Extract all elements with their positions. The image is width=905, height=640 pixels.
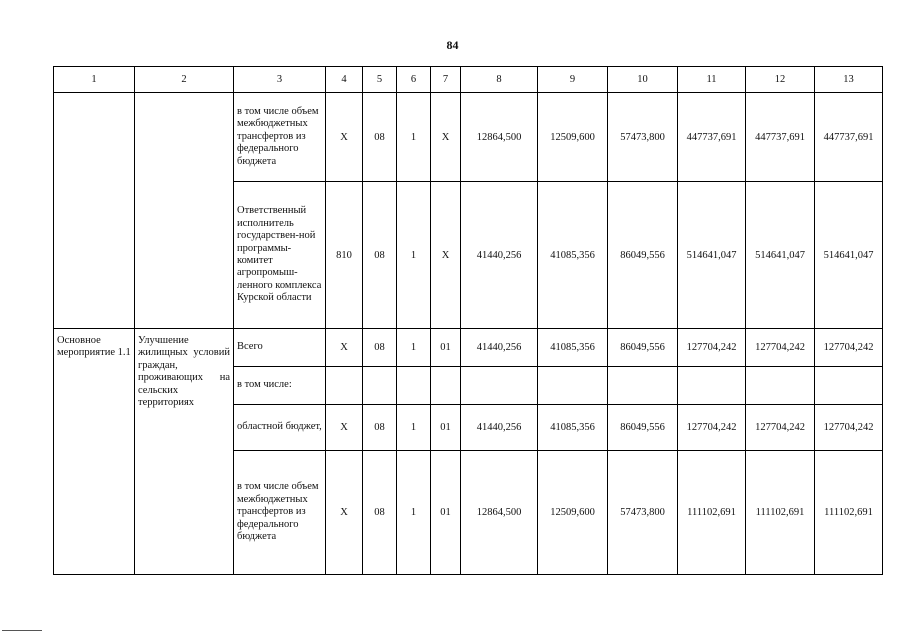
table-cell: 86049,556: [608, 182, 678, 329]
row-description: областной бюджет,: [234, 405, 326, 451]
empty-cell: [54, 93, 135, 329]
empty-cell: [135, 93, 234, 329]
row-description: Ответственный исполнитель государствен-ной программы-комитет агропромыш-ленного комплекса Курской области: [234, 182, 326, 329]
table-cell: 1: [397, 405, 431, 451]
header-cell: 10: [608, 67, 678, 93]
header-cell: 6: [397, 67, 431, 93]
table-cell: X: [326, 329, 363, 367]
table-cell: X: [431, 182, 461, 329]
table-cell: 111102,691: [746, 451, 815, 575]
table-cell: 447737,691: [678, 93, 746, 182]
table-cell: 1: [397, 329, 431, 367]
table-cell: 41440,256: [461, 182, 538, 329]
table-cell: 127704,242: [815, 405, 883, 451]
table-cell: 447737,691: [746, 93, 815, 182]
table-cell: X: [431, 93, 461, 182]
event-code: Основное мероприятие 1.1: [54, 329, 135, 575]
header-cell: 7: [431, 67, 461, 93]
table-cell: 447737,691: [815, 93, 883, 182]
table-row: [54, 329, 883, 367]
table-cell: 111102,691: [815, 451, 883, 575]
table-cell: 41440,256: [461, 405, 538, 451]
event-name: [135, 329, 234, 575]
table-cell: X: [326, 451, 363, 575]
table-cell: [326, 367, 363, 405]
table-cell: X: [326, 405, 363, 451]
table-cell: [538, 367, 608, 405]
footer-rule: [2, 630, 42, 631]
table-cell: [746, 367, 815, 405]
header-row: [54, 67, 883, 93]
header-cell: 12: [746, 67, 815, 93]
table-cell: 514641,047: [746, 182, 815, 329]
table-cell: 41085,356: [538, 329, 608, 367]
table-cell: 12509,600: [538, 93, 608, 182]
table-cell: 1: [397, 182, 431, 329]
table-cell: 1: [397, 93, 431, 182]
header-cell: 9: [538, 67, 608, 93]
row-description: в том числе объем межбюджетных трансфертов из федерального бюджета: [234, 451, 326, 575]
table-cell: 01: [431, 451, 461, 575]
header-cell: 11: [678, 67, 746, 93]
row-description: Всего: [234, 329, 326, 367]
row-description: в том числе:: [234, 367, 326, 405]
event-name-text: Улучшение жилищных условий граждан, проживающих на сельских территориях: [138, 335, 230, 409]
table-cell: 514641,047: [678, 182, 746, 329]
table-cell: 127704,242: [678, 329, 746, 367]
header-cell: 3: [234, 67, 326, 93]
header-cell: 13: [815, 67, 883, 93]
table-cell: 1: [397, 451, 431, 575]
table-cell: 57473,800: [608, 451, 678, 575]
table-cell: X: [326, 93, 363, 182]
table-cell: 41440,256: [461, 329, 538, 367]
budget-table: [53, 66, 883, 575]
header-cell: 4: [326, 67, 363, 93]
header-cell: 1: [54, 67, 135, 93]
table-cell: 01: [431, 405, 461, 451]
table-cell: 08: [363, 405, 397, 451]
table-cell: 08: [363, 329, 397, 367]
table-cell: 127704,242: [746, 329, 815, 367]
table-cell: 08: [363, 451, 397, 575]
table-cell: [431, 367, 461, 405]
table-cell: 41085,356: [538, 182, 608, 329]
table-cell: 86049,556: [608, 329, 678, 367]
table-row: [54, 93, 883, 182]
header-cell: 2: [135, 67, 234, 93]
table-cell: 41085,356: [538, 405, 608, 451]
table-cell: 08: [363, 182, 397, 329]
table-cell: [363, 367, 397, 405]
table-cell: 86049,556: [608, 405, 678, 451]
table-cell: 12864,500: [461, 93, 538, 182]
table-cell: 810: [326, 182, 363, 329]
table-cell: [815, 367, 883, 405]
table-cell: 111102,691: [678, 451, 746, 575]
table-cell: 127704,242: [746, 405, 815, 451]
table-cell: 08: [363, 93, 397, 182]
row-description: в том числе объем межбюджетных трансфертов из федерального бюджета: [234, 93, 326, 182]
table-cell: 12509,600: [538, 451, 608, 575]
table-cell: [678, 367, 746, 405]
table-cell: 12864,500: [461, 451, 538, 575]
table-cell: 127704,242: [678, 405, 746, 451]
table-cell: [461, 367, 538, 405]
header-cell: 5: [363, 67, 397, 93]
table-cell: 01: [431, 329, 461, 367]
table-cell: 514641,047: [815, 182, 883, 329]
table-cell: 57473,800: [608, 93, 678, 182]
header-cell: 8: [461, 67, 538, 93]
table-cell: [608, 367, 678, 405]
table-cell: 127704,242: [815, 329, 883, 367]
page-number: 84: [446, 38, 459, 52]
table-cell: [397, 367, 431, 405]
